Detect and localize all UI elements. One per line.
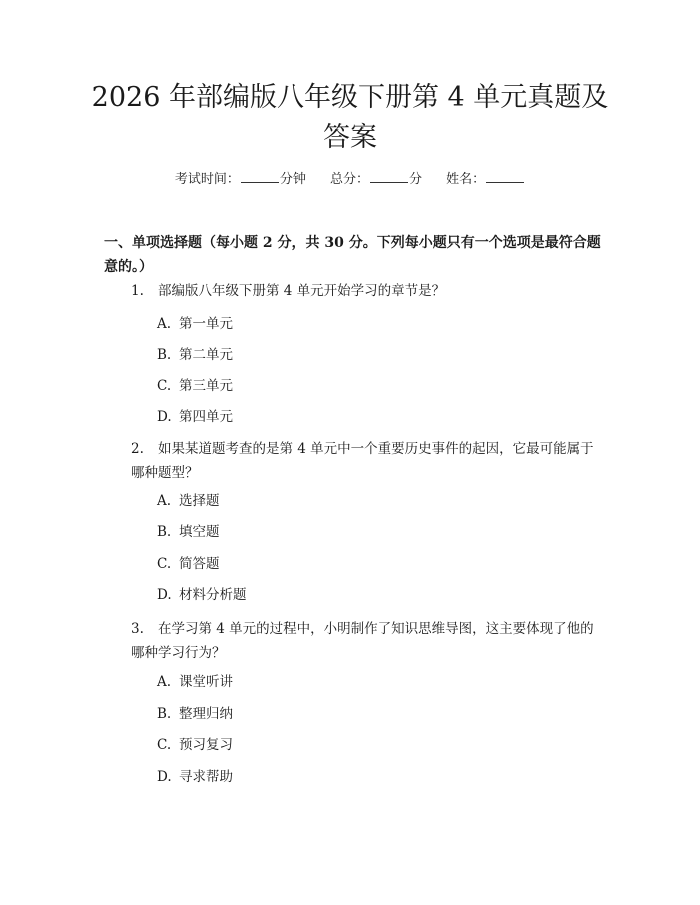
- option-text: 预习复习: [179, 737, 233, 753]
- option-letter: A.: [157, 674, 172, 690]
- option-text: 材料分析题: [179, 587, 247, 603]
- option-text: 第二单元: [179, 347, 233, 363]
- question-2-option-d: [157, 585, 247, 605]
- question-3-option-a: [157, 672, 233, 692]
- option-text: 第三单元: [179, 378, 233, 394]
- option-letter: D.: [157, 587, 172, 603]
- question-1-option-c: [157, 376, 233, 396]
- question-3-option-b: [157, 704, 233, 724]
- question-2-option-b: [157, 522, 220, 542]
- option-text: 第一单元: [179, 316, 233, 332]
- question-1: [131, 279, 601, 303]
- question-2: [131, 437, 601, 485]
- option-text: 简答题: [179, 556, 220, 572]
- document-title: 2026 年部编版八年级下册第 4 单元真题及答案: [91, 82, 609, 153]
- exam-time-field: [175, 170, 306, 189]
- option-letter: C.: [157, 737, 172, 753]
- option-text: 课堂听讲: [179, 674, 233, 690]
- option-letter: C.: [157, 378, 172, 394]
- question-number: 3.: [131, 621, 144, 637]
- total-score-label: 总分：: [329, 172, 369, 187]
- question-text: 在学习第 4 单元的过程中，小明制作了知识思维导图，这主要体现了他的哪种学习行为？: [131, 621, 594, 661]
- section-heading: 一、单项选择题（每小题 2 分，共 30 分。下列每小题只有一个选项是最符合题意的。）: [104, 235, 601, 275]
- option-letter: C.: [157, 556, 172, 572]
- question-1-option-b: [157, 345, 233, 365]
- question-1-option-d: [157, 407, 233, 427]
- option-letter: A.: [157, 493, 172, 509]
- question-number: 1.: [131, 283, 144, 299]
- question-2-option-c: [157, 554, 220, 574]
- question-3: [131, 617, 601, 665]
- question-number: 2.: [131, 441, 144, 457]
- exam-meta: [0, 170, 700, 189]
- option-text: 选择题: [179, 493, 220, 509]
- option-letter: D.: [157, 769, 172, 785]
- question-text: 部编版八年级下册第 4 单元开始学习的章节是？: [158, 283, 446, 299]
- student-name-field: [446, 170, 525, 189]
- option-letter: A.: [157, 316, 172, 332]
- exam-time-blank: [241, 170, 279, 183]
- exam-time-unit: 分钟: [279, 172, 306, 187]
- option-letter: B.: [157, 706, 172, 722]
- question-1-option-a: [157, 314, 233, 334]
- option-text: 填空题: [179, 524, 220, 540]
- option-letter: D.: [157, 409, 172, 425]
- option-text: 第四单元: [179, 409, 233, 425]
- total-score-blank: [370, 170, 408, 183]
- question-3-option-d: [157, 767, 233, 787]
- question-text: 如果某道题考查的是第 4 单元中一个重要历史事件的起因，它最可能属于哪种题型？: [131, 441, 594, 481]
- student-name-label: 姓名：: [446, 172, 486, 187]
- option-text: 寻求帮助: [179, 769, 233, 785]
- question-2-option-a: [157, 491, 220, 511]
- option-letter: B.: [157, 524, 172, 540]
- option-text: 整理归纳: [179, 706, 233, 722]
- total-score-field: [330, 170, 422, 189]
- question-3-option-c: [157, 735, 233, 755]
- student-name-blank: [486, 170, 524, 183]
- total-score-unit: 分: [409, 172, 423, 187]
- option-letter: B.: [157, 347, 172, 363]
- exam-time-label: 考试时间：: [174, 172, 240, 187]
